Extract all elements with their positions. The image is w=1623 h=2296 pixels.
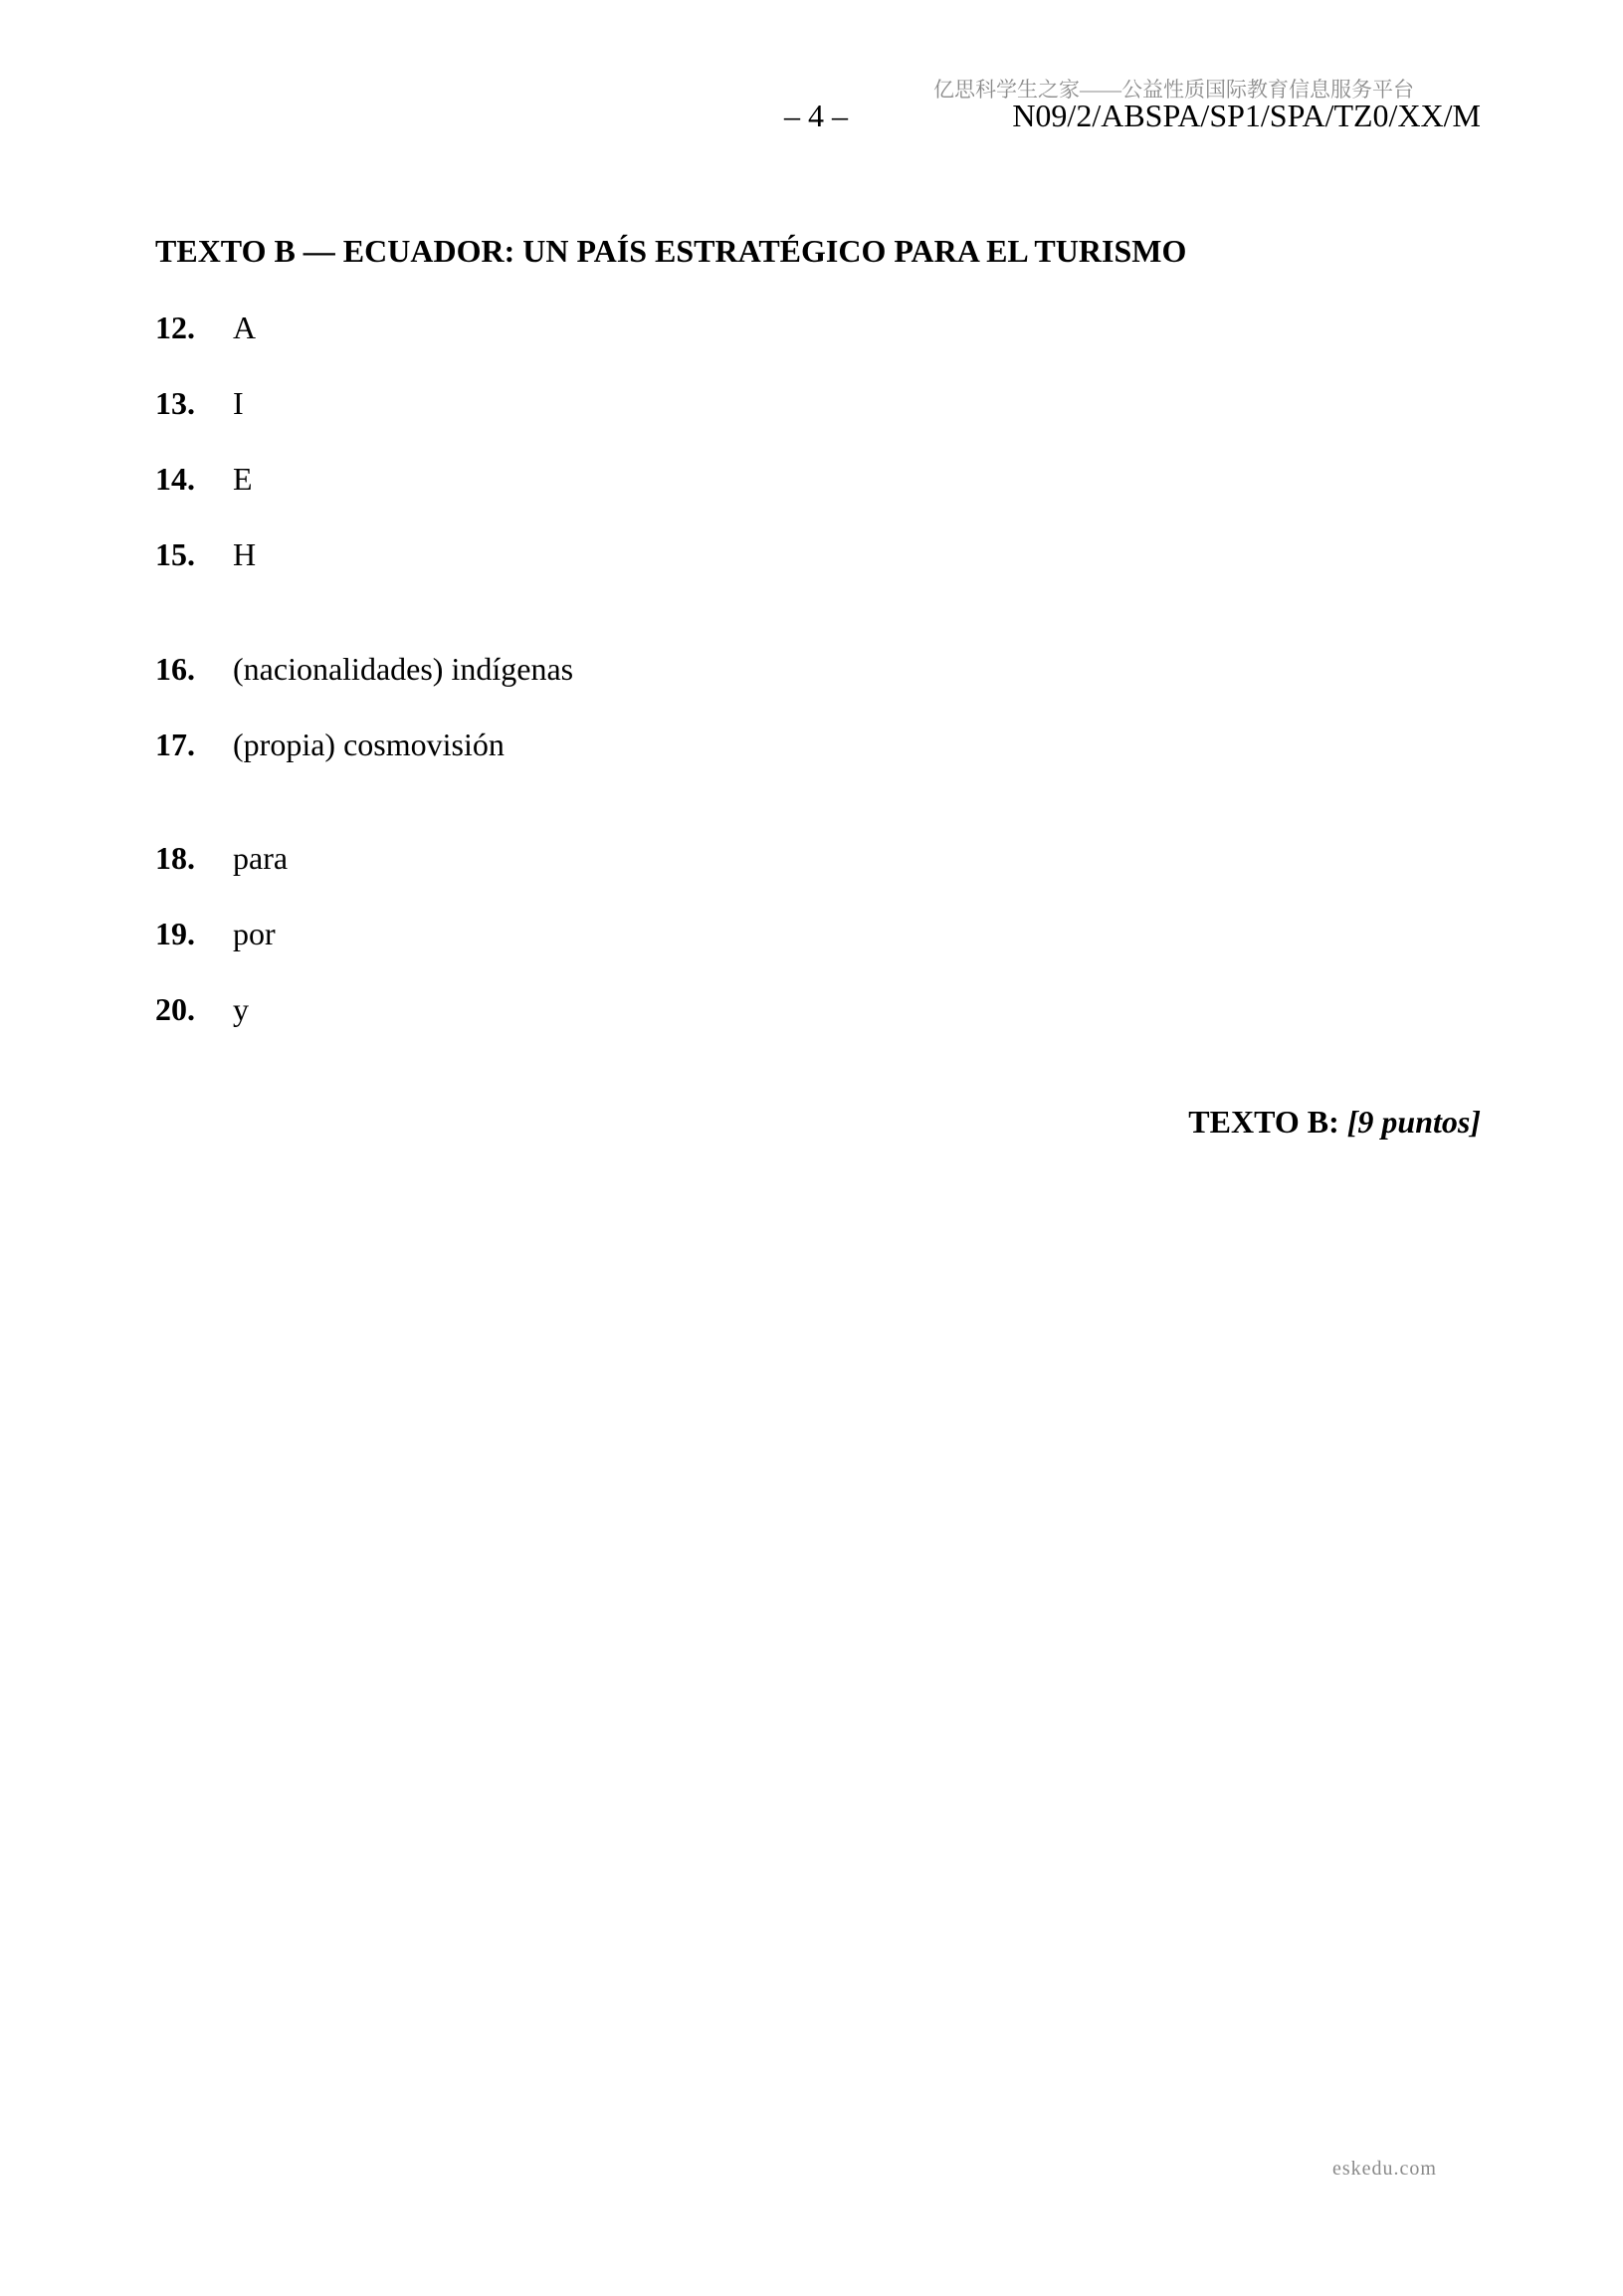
answer-number: 16. bbox=[155, 651, 195, 687]
answer-number: 18. bbox=[155, 840, 195, 876]
answer-item bbox=[155, 840, 288, 880]
answer-text: (propia) cosmovisión bbox=[233, 727, 505, 762]
answer-item bbox=[155, 536, 256, 576]
answer-text: H bbox=[233, 536, 257, 572]
answer-item bbox=[155, 461, 253, 501]
answer-text: por bbox=[233, 916, 276, 951]
answer-text: I bbox=[233, 385, 244, 421]
answer-item bbox=[155, 727, 505, 766]
answer-number: 19. bbox=[155, 916, 195, 951]
answer-item bbox=[155, 651, 573, 691]
answer-item bbox=[155, 991, 249, 1031]
answer-text: A bbox=[233, 310, 257, 345]
answer-number: 15. bbox=[155, 536, 195, 572]
answer-number: 12. bbox=[155, 310, 195, 345]
answer-item bbox=[155, 916, 276, 955]
section-title: TEXTO B — ECUADOR: UN PAÍS ESTRATÉGICO PARA EL TURISMO bbox=[155, 233, 1187, 269]
total-points: [9 puntos] bbox=[1346, 1104, 1481, 1140]
answer-item bbox=[155, 385, 244, 425]
answer-number: 17. bbox=[155, 727, 195, 762]
section-total bbox=[1188, 1104, 1481, 1141]
answer-number: 13. bbox=[155, 385, 195, 421]
answer-text: para bbox=[233, 840, 289, 876]
header-watermark: 亿思科学生之家——公益性质国际教育信息服务平台 bbox=[933, 78, 1414, 102]
answer-text: E bbox=[233, 461, 253, 497]
page-number: – 4 – bbox=[784, 98, 848, 133]
total-label: TEXTO B: bbox=[1188, 1104, 1339, 1140]
document-code: N09/2/ABSPA/SP1/SPA/TZ0/XX/M bbox=[1012, 98, 1481, 133]
answer-text: (nacionalidades) indígenas bbox=[233, 651, 574, 687]
footer-watermark: eskedu.com bbox=[1332, 2158, 1437, 2180]
answer-number: 20. bbox=[155, 991, 195, 1027]
answer-number: 14. bbox=[155, 461, 195, 497]
answer-text: y bbox=[233, 991, 249, 1027]
answer-item bbox=[155, 310, 256, 349]
